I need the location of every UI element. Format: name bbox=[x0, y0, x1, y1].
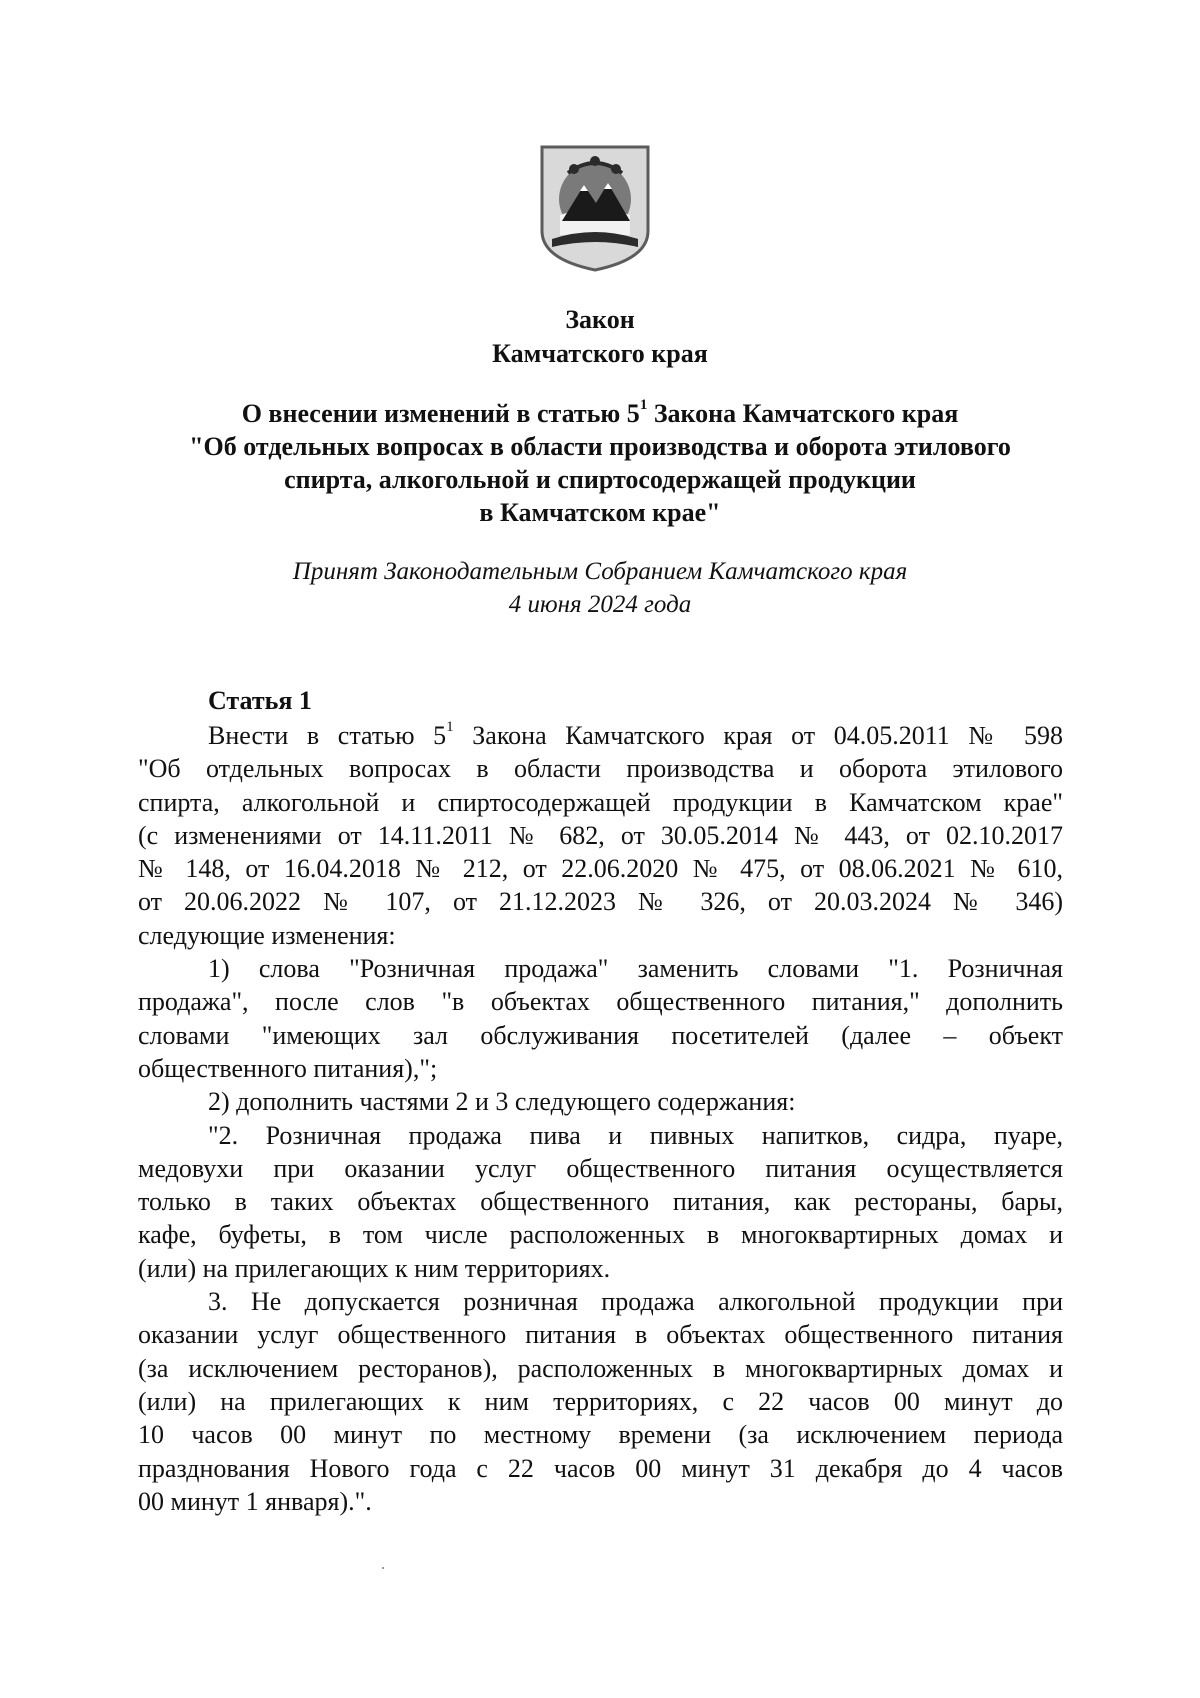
document-region: Камчатского края bbox=[492, 339, 708, 368]
adoption-note bbox=[0, 555, 1200, 621]
body-line: (или) на прилегающих к ним территориях. bbox=[138, 1253, 611, 1283]
body-line: от 20.06.2022 № 107, от 21.12.2023 № 326, от 20.03.2024 № 346) bbox=[138, 887, 1063, 917]
adoption-date: 4 июня 2024 года bbox=[508, 591, 692, 618]
body-line: Внести в статью $5^1$ Закона Камчатского края от 04.05.2011 № 598 bbox=[208, 719, 1063, 750]
body-line: "Об отдельных вопросах в области производства и оборота этилового bbox=[138, 754, 1063, 784]
body-line: следующие изменения: bbox=[138, 920, 396, 950]
law-title-line-3: спирта, алкогольной и спиртосодержащей продукции bbox=[284, 465, 916, 494]
body-line: словами "имеющих зал обслуживания посетителей (далее – объект bbox=[138, 1020, 1063, 1050]
law-title-line-2: "Об отдельных вопросах в области производства и оборота этилового bbox=[189, 432, 1011, 461]
body-line: празднования Нового года с 22 часов 00 минут 31 декабря до 4 часов bbox=[138, 1453, 1063, 1483]
article-heading: Статья 1 bbox=[208, 686, 312, 715]
body-line: только в таких объектах общественного питания, как рестораны, бары, bbox=[138, 1187, 1063, 1217]
body-line: спирта, алкогольной и спиртосодержащей продукции в Камчатском крае" bbox=[138, 787, 1063, 817]
body-line: общественного питания),"; bbox=[138, 1053, 438, 1083]
body-line: продажа", после слов "в объектах общественного питания," дополнить bbox=[138, 987, 1063, 1017]
coat-of-arms-emblem bbox=[538, 143, 652, 273]
body-line: медовухи при оказании услуг общественного питания осуществляется bbox=[138, 1153, 1063, 1183]
article-body bbox=[138, 719, 1063, 1518]
law-title bbox=[150, 397, 1050, 529]
adoption-body: Принят Законодательным Собранием Камчатского края bbox=[292, 558, 908, 585]
body-line: кафе, буфеты, в том числе расположенных в многоквартирных домах и bbox=[138, 1220, 1063, 1250]
body-line: "2. Розничная продажа пива и пивных напитков, сидра, пуаре, bbox=[208, 1120, 1063, 1150]
body-line: 1) слова "Розничная продажа" заменить словами "1. Розничная bbox=[208, 954, 1063, 984]
body-line: (за исключением ресторанов), расположенных в многоквартирных домах и bbox=[138, 1353, 1063, 1383]
body-line: оказании услуг общественного питания в объектах общественного питания bbox=[138, 1320, 1063, 1350]
body-line: 00 минут 1 января).". bbox=[138, 1486, 372, 1516]
law-title-line-4: в Камчатском крае" bbox=[479, 498, 721, 527]
body-line: (с изменениями от 14.11.2011 № 682, от 30.05.2014 № 443, от 02.10.2017 bbox=[138, 820, 1063, 850]
body-line: 2) дополнить частями 2 и 3 следующего содержания: bbox=[208, 1087, 796, 1117]
body-line: 3. Не допускается розничная продажа алкогольной продукции при bbox=[208, 1287, 1063, 1317]
document-type: Закон bbox=[565, 305, 635, 334]
body-line: (или) на прилегающих к ним территориях, с 22 часов 00 минут до bbox=[138, 1386, 1063, 1416]
scan-speck bbox=[382, 1567, 384, 1569]
body-line: 10 часов 00 минут по местному времени (за исключением периода bbox=[138, 1420, 1063, 1450]
law-title-line-1: О внесении изменений в статью $5^1$ Закона Камчатского края bbox=[241, 397, 959, 428]
body-line: № 148, от 16.04.2018 № 212, от 22.06.2020 № 475, от 08.06.2021 № 610, bbox=[138, 854, 1063, 884]
